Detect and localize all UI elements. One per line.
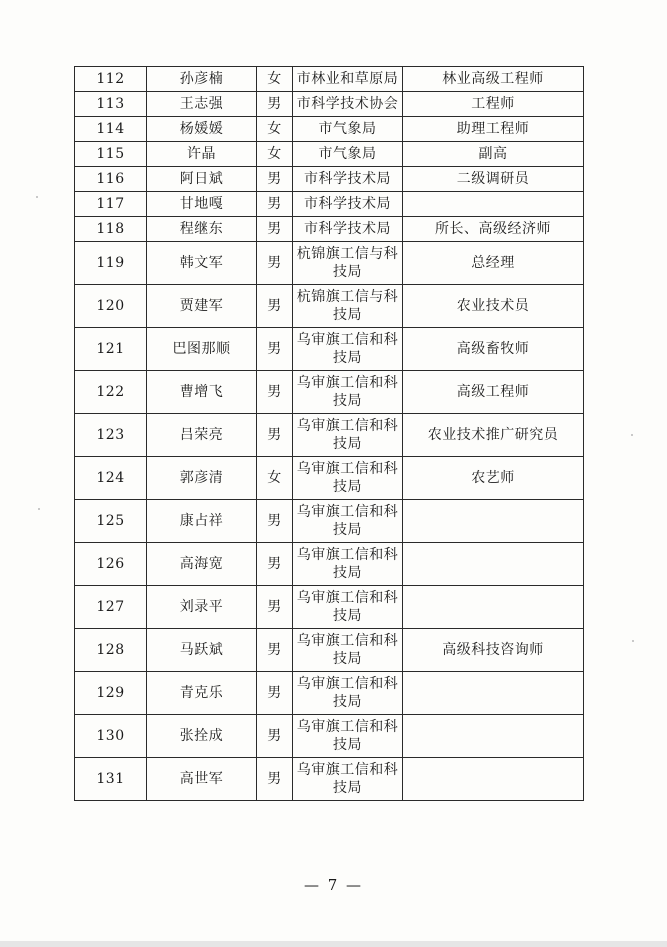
table-row (75, 167, 584, 192)
person-name: 许晶 (147, 142, 257, 167)
person-name: 曹增飞 (147, 371, 257, 414)
job-title: 农业技术推广研究员 (403, 414, 584, 457)
work-unit: 市科学技术协会 (293, 92, 403, 117)
work-unit: 乌审旗工信和科技局 (293, 543, 403, 586)
personnel-table (74, 66, 584, 801)
person-name: 青克乐 (147, 672, 257, 715)
page-bottom-edge (0, 941, 667, 947)
person-gender: 男 (257, 285, 293, 328)
job-title: 高级畜牧师 (403, 328, 584, 371)
row-number: 125 (75, 500, 147, 543)
person-gender: 女 (257, 117, 293, 142)
person-gender: 女 (257, 457, 293, 500)
person-name: 马跃斌 (147, 629, 257, 672)
table-row (75, 242, 584, 285)
scan-speck (631, 434, 633, 436)
table-row (75, 67, 584, 92)
job-title: 总经理 (403, 242, 584, 285)
job-title: 农艺师 (403, 457, 584, 500)
table-row (75, 543, 584, 586)
job-title: 二级调研员 (403, 167, 584, 192)
work-unit: 乌审旗工信和科技局 (293, 371, 403, 414)
person-name: 康占祥 (147, 500, 257, 543)
work-unit: 乌审旗工信和科技局 (293, 629, 403, 672)
person-name: 程继东 (147, 217, 257, 242)
row-number: 122 (75, 371, 147, 414)
work-unit: 市科学技术局 (293, 167, 403, 192)
person-name: 阿日斌 (147, 167, 257, 192)
table-row (75, 586, 584, 629)
job-title (403, 543, 584, 586)
person-name: 高世军 (147, 758, 257, 801)
person-name: 贾建军 (147, 285, 257, 328)
job-title: 所长、高级经济师 (403, 217, 584, 242)
row-number: 129 (75, 672, 147, 715)
work-unit: 市气象局 (293, 142, 403, 167)
person-name: 孙彦楠 (147, 67, 257, 92)
row-number: 118 (75, 217, 147, 242)
person-gender: 女 (257, 142, 293, 167)
person-name: 郭彦清 (147, 457, 257, 500)
person-gender: 男 (257, 715, 293, 758)
person-gender: 男 (257, 500, 293, 543)
job-title (403, 672, 584, 715)
person-gender: 男 (257, 167, 293, 192)
work-unit: 乌审旗工信和科技局 (293, 414, 403, 457)
person-gender: 女 (257, 67, 293, 92)
row-number: 115 (75, 142, 147, 167)
job-title (403, 500, 584, 543)
work-unit: 市气象局 (293, 117, 403, 142)
row-number: 114 (75, 117, 147, 142)
table-row (75, 758, 584, 801)
work-unit: 杭锦旗工信与科技局 (293, 285, 403, 328)
row-number: 112 (75, 67, 147, 92)
work-unit: 乌审旗工信和科技局 (293, 457, 403, 500)
table-row (75, 457, 584, 500)
person-name: 韩文军 (147, 242, 257, 285)
table-row (75, 328, 584, 371)
row-number: 117 (75, 192, 147, 217)
row-number: 128 (75, 629, 147, 672)
job-title (403, 586, 584, 629)
row-number: 123 (75, 414, 147, 457)
person-name: 吕荣亮 (147, 414, 257, 457)
person-name: 王志强 (147, 92, 257, 117)
job-title: 助理工程师 (403, 117, 584, 142)
job-title: 工程师 (403, 92, 584, 117)
table-row (75, 285, 584, 328)
person-gender: 男 (257, 217, 293, 242)
person-name: 巴图那顺 (147, 328, 257, 371)
scan-speck (632, 640, 634, 642)
work-unit: 乌审旗工信和科技局 (293, 500, 403, 543)
work-unit: 乌审旗工信和科技局 (293, 586, 403, 629)
table-row (75, 629, 584, 672)
table-row (75, 142, 584, 167)
person-gender: 男 (257, 629, 293, 672)
person-name: 张拴成 (147, 715, 257, 758)
table-row (75, 500, 584, 543)
person-gender: 男 (257, 543, 293, 586)
person-name: 杨媛媛 (147, 117, 257, 142)
work-unit: 乌审旗工信和科技局 (293, 328, 403, 371)
job-title (403, 758, 584, 801)
row-number: 121 (75, 328, 147, 371)
table-row (75, 217, 584, 242)
table-row (75, 672, 584, 715)
person-gender: 男 (257, 328, 293, 371)
person-name: 高海宽 (147, 543, 257, 586)
person-name: 刘录平 (147, 586, 257, 629)
row-number: 131 (75, 758, 147, 801)
scan-speck (36, 196, 38, 198)
person-gender: 男 (257, 242, 293, 285)
work-unit: 乌审旗工信和科技局 (293, 758, 403, 801)
job-title (403, 192, 584, 217)
row-number: 124 (75, 457, 147, 500)
row-number: 120 (75, 285, 147, 328)
work-unit: 杭锦旗工信与科技局 (293, 242, 403, 285)
row-number: 127 (75, 586, 147, 629)
table-row (75, 92, 584, 117)
table-row (75, 117, 584, 142)
work-unit: 市科学技术局 (293, 217, 403, 242)
person-gender: 男 (257, 371, 293, 414)
table-row (75, 192, 584, 217)
table-row (75, 371, 584, 414)
job-title: 高级科技咨询师 (403, 629, 584, 672)
person-gender: 男 (257, 414, 293, 457)
row-number: 130 (75, 715, 147, 758)
page-number: — 7 — (303, 876, 364, 894)
person-name: 甘地嘎 (147, 192, 257, 217)
scan-speck (38, 508, 40, 510)
job-title (403, 715, 584, 758)
job-title: 高级工程师 (403, 371, 584, 414)
job-title: 副高 (403, 142, 584, 167)
work-unit: 市林业和草原局 (293, 67, 403, 92)
person-gender: 男 (257, 586, 293, 629)
row-number: 113 (75, 92, 147, 117)
job-title: 农业技术员 (403, 285, 584, 328)
person-gender: 男 (257, 92, 293, 117)
work-unit: 乌审旗工信和科技局 (293, 715, 403, 758)
person-gender: 男 (257, 672, 293, 715)
person-gender: 男 (257, 192, 293, 217)
work-unit: 乌审旗工信和科技局 (293, 672, 403, 715)
person-gender: 男 (257, 758, 293, 801)
row-number: 126 (75, 543, 147, 586)
table-row (75, 715, 584, 758)
work-unit: 市科学技术局 (293, 192, 403, 217)
job-title: 林业高级工程师 (403, 67, 584, 92)
table-row (75, 414, 584, 457)
row-number: 116 (75, 167, 147, 192)
row-number: 119 (75, 242, 147, 285)
